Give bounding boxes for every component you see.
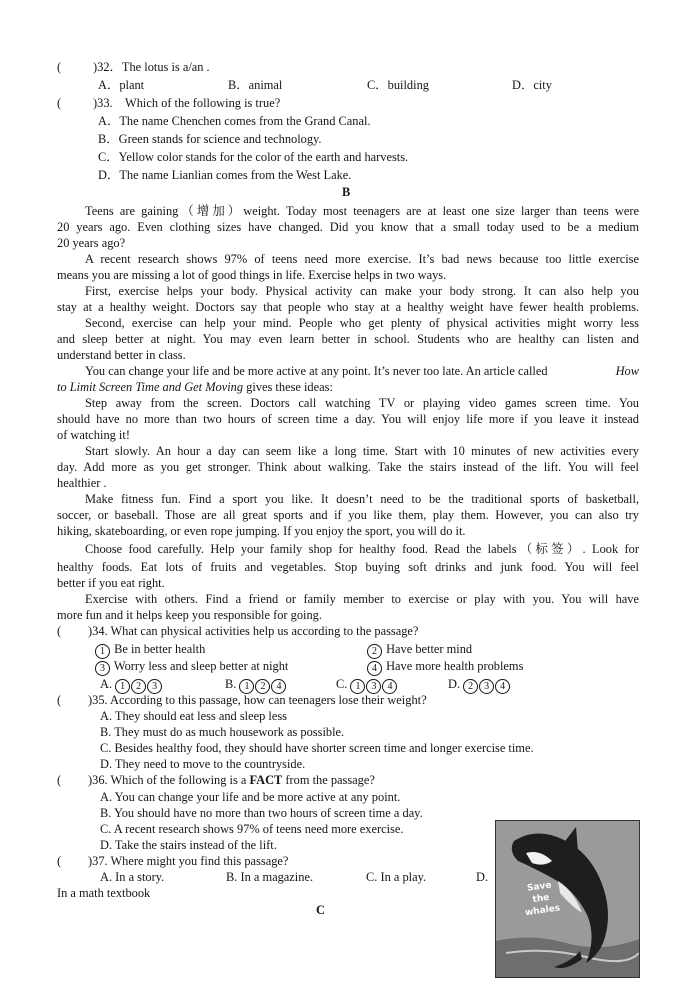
question-37-stem: )37. Where might you find this passage? xyxy=(88,854,289,868)
question-35-stem: )35. According to this passage, how can teenagers lose their weight? xyxy=(88,693,427,707)
question-34-point-3: 3 Worry less and sleep better at night xyxy=(95,658,288,676)
question-32-stem: )32．The lotus is a/an . xyxy=(93,60,210,74)
passage-line: You can change your life and be more active at any point. It’s never too late. An article called How xyxy=(85,364,639,378)
answer-bracket: ( xyxy=(57,854,62,868)
question-34-choice-d: D. 2 3 4 xyxy=(448,676,511,694)
question-34-choice-b: B. 1 2 4 xyxy=(225,676,287,694)
passage-line: healthy foods. Eat lots of fruits and vegetables. Stop buying soft drinks and junk food. You will feel xyxy=(57,560,639,574)
passage-line: stay at a healthy weight. Doctors say that people who stay at a healthy weight have fewer health problems. xyxy=(57,300,639,314)
photo-caption: Save the whales xyxy=(524,880,561,919)
question-37-option-b: B. In a magazine. xyxy=(226,870,314,884)
question-35-option-d: D. They need to move to the countryside. xyxy=(100,757,306,771)
circled-number-4: 4 xyxy=(367,661,382,676)
question-36-option-c: C. A recent research shows 97% of teens need more exercise. xyxy=(100,822,404,836)
question-36-option-b: B. You should have no more than two hours of screen time a day. xyxy=(100,806,423,820)
question-36-stem: )36. Which of the following is a FACT from the passage? xyxy=(88,773,375,787)
section-b-heading: B xyxy=(342,185,351,199)
question-32-option-b: B．animal xyxy=(228,78,283,92)
passage-line: to Limit Screen Time and Get Moving gives these ideas: xyxy=(57,380,333,394)
question-33-option-c: C．Yellow color stands for the color of the earth and harvests. xyxy=(98,150,409,164)
passage-line: A recent research shows 97% of teens need more exercise. It’s bad news because too little exercise xyxy=(85,252,639,266)
passage-line: should have no more than two hours of screen time a day. You will enjoy life more if you leave it instead xyxy=(57,412,639,426)
question-35-option-b: B. They must do as much housework as possible. xyxy=(100,725,345,739)
question-37-option-c: C. In a play. xyxy=(366,870,427,884)
question-34-choice-c: C. 1 3 4 xyxy=(336,676,398,694)
passage-line: soccer, or baseball. Those are all great sports and if you like them, play them. However, you can also try xyxy=(57,508,639,522)
question-37-option-d-text: In a math textbook xyxy=(57,886,151,900)
passage-line: 20 years ago. Even clothing sizes have changed. Did you know that a small today used to be a medium xyxy=(57,220,639,234)
passage-line: Exercise with others. Find a friend or family member to exercise or play with you. You will have xyxy=(85,592,639,606)
question-34-stem: )34. What can physical activities help us according to the passage? xyxy=(88,624,419,638)
question-33-option-d: D．The name Lianlian comes from the West Lake. xyxy=(98,168,352,182)
passage-line: 20 years ago? xyxy=(57,236,126,250)
question-32-option-a: A．plant xyxy=(98,78,145,92)
passage-line: hiking, skateboarding, or even rope jumping. If you enjoy the sport, you will do it. xyxy=(57,524,466,538)
answer-bracket: ( xyxy=(57,624,62,638)
section-c-heading: C xyxy=(316,903,325,917)
passage-line: Start slowly. An hour a day can seem like a long time. Start with 10 minutes of new activities every xyxy=(85,444,639,458)
question-33-option-a: A．The name Chenchen comes from the Grand Canal. xyxy=(98,114,371,128)
question-34-point-2: 2 Have better mind xyxy=(367,641,472,659)
answer-bracket: ( xyxy=(57,96,62,110)
question-33-option-b: B．Green stands for science and technology. xyxy=(98,132,322,146)
article-title: How xyxy=(615,364,639,378)
passage-line: of watching it! xyxy=(57,428,130,442)
question-34-point-4: 4 Have more health problems xyxy=(367,658,523,676)
circled-number-3: 3 xyxy=(95,661,110,676)
question-35-option-a: A. They should eat less and sleep less xyxy=(100,709,287,723)
question-37-option-a: A. In a story. xyxy=(100,870,165,884)
passage-line: and sleep better at night. You may even learn better in school. Students who are healthy can listen and xyxy=(57,332,639,346)
question-36-option-d: D. Take the stairs instead of the lift. xyxy=(100,838,277,852)
question-34-choice-a: A. 1 2 3 xyxy=(100,676,163,694)
save-the-whales-photo xyxy=(495,820,640,978)
article-title: to Limit Screen Time and Get Moving xyxy=(57,380,244,394)
question-33-stem: )33. Which of the following is true? xyxy=(93,96,281,110)
passage-line: better if you eat right. xyxy=(57,576,165,590)
circled-number-1: 1 xyxy=(95,644,110,659)
passage-line: more fun and it helps keep you responsible for going. xyxy=(57,608,322,622)
passage-line: Make fitness fun. Find a sport you like. It doesn’t need to be the traditional sports of basketball, xyxy=(85,492,639,506)
passage-line: Teens are gaining（增加）weight. Today most teenagers are at least one size larger than teens were xyxy=(85,204,639,218)
answer-bracket: ( xyxy=(57,773,62,787)
passage-line: understand better in class. xyxy=(57,348,186,362)
question-32-option-d: D．city xyxy=(512,78,552,92)
passage-line: First, exercise helps your body. Physical activity can make your body strong. It can also help you xyxy=(85,284,639,298)
passage-line: healthier . xyxy=(57,476,107,490)
question-36-option-a: A. You can change your life and be more active at any point. xyxy=(100,790,401,804)
question-37-option-d: D. xyxy=(476,870,489,884)
question-35-option-c: C. Besides healthy food, they should have shorter screen time and longer exercise time. xyxy=(100,741,534,755)
passage-line: Choose food carefully. Help your family shop for healthy food. Read the labels（标签）. Look for xyxy=(85,542,639,556)
answer-bracket: ( xyxy=(57,693,62,707)
passage-line: Step away from the screen. Doctors call watching TV or playing video games screen time. You xyxy=(85,396,639,410)
circled-number-2: 2 xyxy=(367,644,382,659)
passage-line: day. Add more as you get stronger. Think about walking. Take the stairs instead of the lift. You will feel xyxy=(57,460,639,474)
passage-line: means you are missing a lot of good things in life. Exercise helps in two ways. xyxy=(57,268,447,282)
passage-line: Second, exercise can help your mind. People who get plenty of physical activities might worry less xyxy=(85,316,639,330)
answer-bracket: ( xyxy=(57,60,62,74)
question-32-option-c: C．building xyxy=(367,78,429,92)
question-34-point-1: 1 Be in better health xyxy=(95,641,205,659)
